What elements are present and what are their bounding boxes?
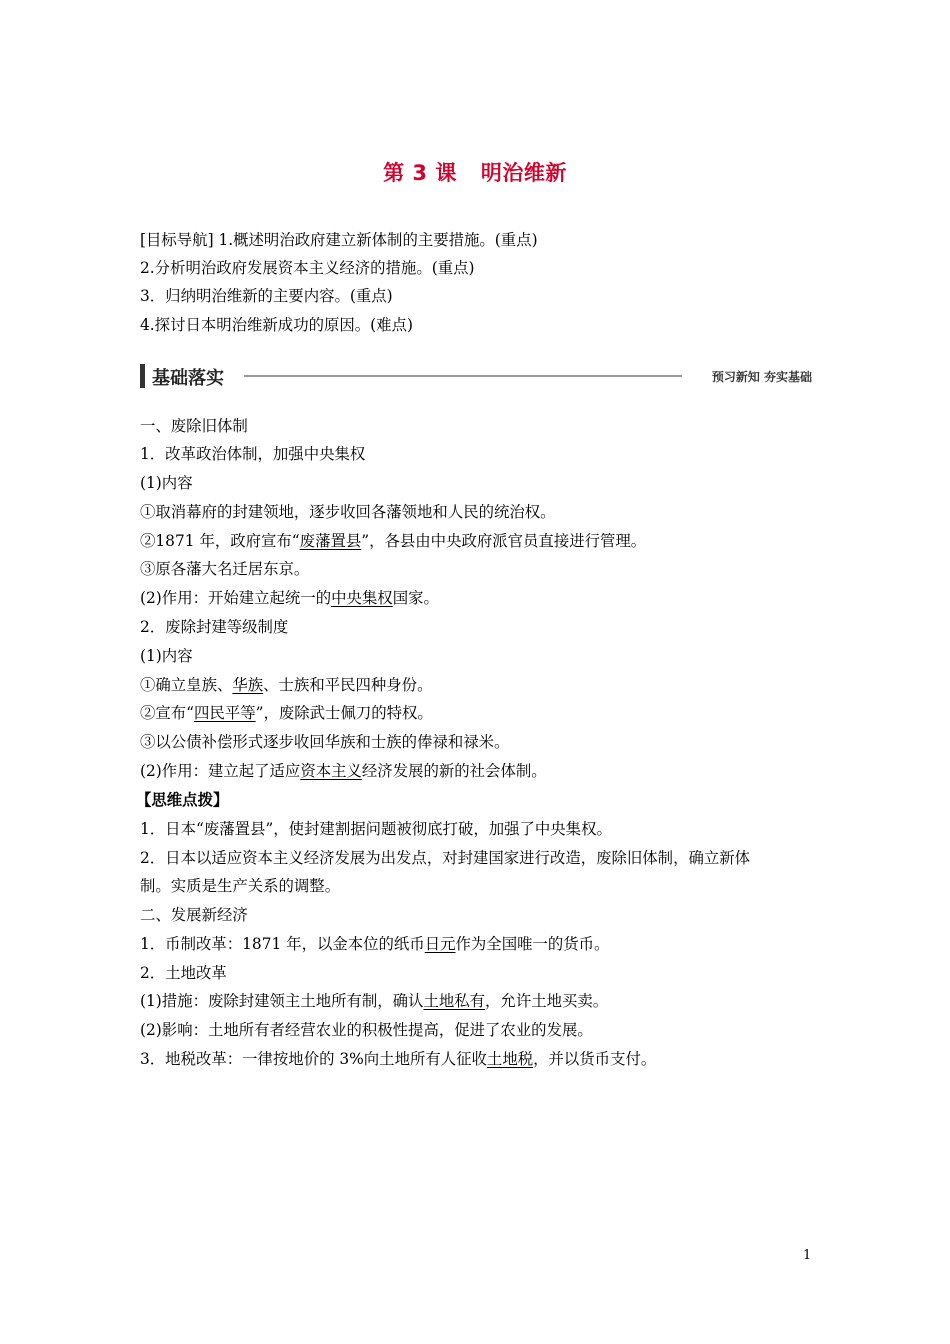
section-marker xyxy=(140,364,145,388)
section-subtitle: 预习新知 夯实基础 xyxy=(711,370,812,384)
text-line: 3．地税改革：一律按地价的 3%向土地所有人征收土地税，并以货币支付。 xyxy=(140,1050,657,1068)
section-header xyxy=(140,362,812,390)
heading: 二、发展新经济 xyxy=(140,906,248,924)
text-line: ①取消幕府的封建领地，逐步收回各藩领地和人民的统治权。 xyxy=(140,503,556,521)
objective-line: 4.探讨日本明治维新成功的原因。(难点) xyxy=(140,316,413,334)
key-term: 四民平等 xyxy=(194,704,256,722)
key-term: 日元 xyxy=(424,935,456,953)
key-term: 资本主义 xyxy=(300,762,362,780)
tip-line: 1．日本“废藩置县”，使封建割据问题被彻底打破，加强了中央集权。 xyxy=(140,820,612,838)
text-line: (1)措施：废除封建领主土地所有制，确认土地私有，允许土地买卖。 xyxy=(140,992,609,1010)
tip-line: 制。实质是生产关系的调整。 xyxy=(140,877,341,895)
text-line: ②1871 年，政府宣布“废藩置县”，各县由中央政府派官员直接进行管理。 xyxy=(140,532,647,550)
subheading: 1．改革政治体制，加强中央集权 xyxy=(140,445,366,463)
objective-line: 3．归纳明治维新的主要内容。(重点) xyxy=(140,287,393,305)
key-term: 土地税 xyxy=(486,1050,534,1068)
subheading: 2．土地改革 xyxy=(140,964,227,982)
lesson-name: 明治维新 xyxy=(480,161,567,185)
text-line: (1)内容 xyxy=(140,474,193,492)
objective-line: 2.分析明治政府发展资本主义经济的措施。(重点) xyxy=(140,259,475,277)
key-term: 中央集权 xyxy=(331,589,393,607)
objective-line: [目标导航] 1.概述明治政府建立新体制的主要措施。(重点) xyxy=(140,231,538,249)
text-line: ③以公债补偿形式逐步收回华族和士族的俸禄和禄米。 xyxy=(140,733,510,751)
key-term: 废藩置县 xyxy=(299,532,362,550)
lesson-title xyxy=(0,157,950,187)
text-line: 1．币制改革：1871 年，以金本位的纸币日元作为全国唯一的货币。 xyxy=(140,935,610,953)
heading: 一、废除旧体制 xyxy=(140,417,248,435)
section-label: 基础落实 xyxy=(152,368,224,389)
text-line: (1)内容 xyxy=(140,647,193,665)
key-term: 土地私有 xyxy=(423,992,486,1010)
text-line: ①确立皇族、华族、士族和平民四种身份。 xyxy=(140,676,433,694)
text-line: ③原各藩大名迁居东京。 xyxy=(140,560,310,578)
lesson-number: 第 3 课 xyxy=(383,161,457,185)
key-term: 华族 xyxy=(232,676,264,694)
text-line: (2)影响：土地所有者经营农业的积极性提高，促进了农业的发展。 xyxy=(140,1021,593,1039)
page-number: 1 xyxy=(803,1248,812,1263)
subheading: 2．废除封建等级制度 xyxy=(140,618,289,636)
tip-line: 2．日本以适应资本主义经济发展为出发点，对封建国家进行改造，废除旧体制，确立新体 xyxy=(140,849,751,867)
text-line: (2)作用：建立起了适应资本主义经济发展的新的社会体制。 xyxy=(140,762,547,780)
tip-heading: 【思维点拨】 xyxy=(136,791,229,809)
text-line: (2)作用：开始建立起统一的中央集权国家。 xyxy=(140,589,439,607)
text-line: ②宣布“四民平等”，废除武士佩刀的特权。 xyxy=(140,704,433,722)
section-rule xyxy=(244,375,682,377)
